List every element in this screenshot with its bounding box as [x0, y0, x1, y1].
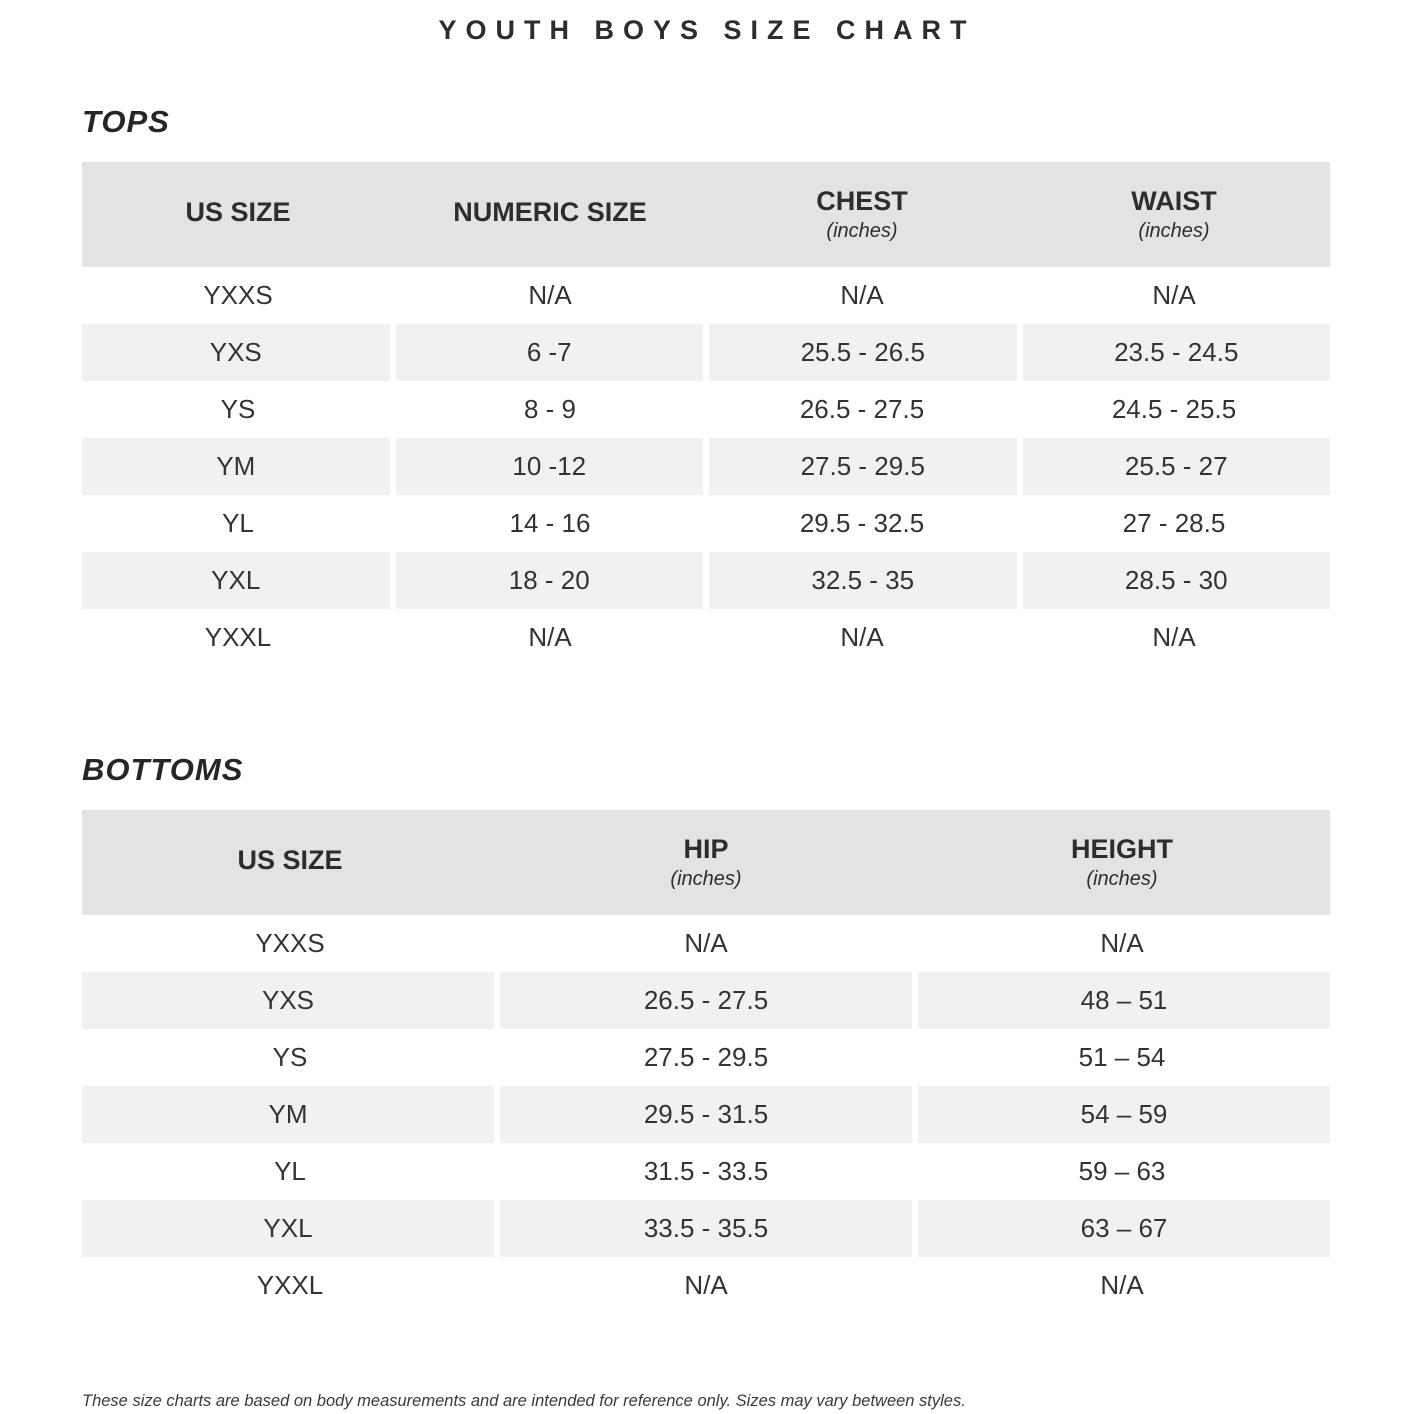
- chest-cell: N/A: [840, 622, 884, 652]
- header-label: HEIGHT: [1070, 834, 1173, 865]
- height-cell: 54 – 59: [912, 1086, 1330, 1143]
- us-size-cell: YL: [222, 508, 254, 538]
- us-size-cell: YXL: [82, 1200, 494, 1257]
- header-cell-height: [914, 810, 1330, 915]
- us-size-cell: YM: [82, 438, 390, 495]
- header-label: HIP: [683, 834, 729, 865]
- header-unit: (inches): [826, 219, 898, 242]
- us-size-cell: YXXL: [256, 1270, 324, 1300]
- bottoms-table-header: [82, 810, 1330, 915]
- us-size-cell: YS: [220, 394, 256, 424]
- chest-cell: N/A: [840, 280, 884, 310]
- header-unit: (inches): [670, 867, 742, 890]
- numeric-size-cell: 14 - 16: [509, 508, 591, 538]
- hip-cell: 26.5 - 27.5: [494, 972, 912, 1029]
- tops-table-header: [82, 162, 1330, 267]
- header-cell-waist: [1018, 162, 1330, 267]
- tops-table: [82, 162, 1330, 666]
- table-row-ym: [82, 438, 1330, 495]
- height-cell: N/A: [1100, 1270, 1144, 1300]
- height-cell: 63 – 67: [912, 1200, 1330, 1257]
- waist-cell: 25.5 - 27: [1017, 438, 1331, 495]
- numeric-size-cell: N/A: [528, 280, 572, 310]
- hip-cell: 29.5 - 31.5: [494, 1086, 912, 1143]
- header-cell-hip: [498, 810, 914, 915]
- hip-cell: 31.5 - 33.5: [643, 1156, 769, 1186]
- bottoms-section: [82, 752, 1330, 1314]
- us-size-cell: YM: [82, 1086, 494, 1143]
- bottoms-table: [82, 810, 1330, 1314]
- numeric-size-cell: 6 -7: [390, 324, 704, 381]
- chest-cell: 26.5 - 27.5: [799, 394, 925, 424]
- table-row-yxxl: [82, 1257, 1330, 1314]
- header-cell-us-size: [82, 810, 498, 915]
- chest-cell: 29.5 - 32.5: [799, 508, 925, 538]
- header-label: WAIST: [1131, 186, 1217, 217]
- chest-cell: 32.5 - 35: [703, 552, 1017, 609]
- table-row-yxxs: [82, 915, 1330, 972]
- chest-cell: 27.5 - 29.5: [703, 438, 1017, 495]
- table-row-yxxl: [82, 609, 1330, 666]
- us-size-cell: YXXS: [255, 928, 325, 958]
- table-row-ys: [82, 1029, 1330, 1086]
- waist-cell: N/A: [1152, 280, 1196, 310]
- table-row-ys: [82, 381, 1330, 438]
- numeric-size-cell: 8 - 9: [523, 394, 577, 424]
- height-cell: 59 – 63: [1078, 1156, 1166, 1186]
- waist-cell: 23.5 - 24.5: [1017, 324, 1331, 381]
- header-label: CHEST: [816, 186, 908, 217]
- header-cell-numeric-size: [394, 162, 706, 267]
- hip-cell: 27.5 - 29.5: [643, 1042, 769, 1072]
- header-label: US SIZE: [185, 197, 291, 228]
- chest-cell: 25.5 - 26.5: [703, 324, 1017, 381]
- height-cell: N/A: [1100, 928, 1144, 958]
- header-label: US SIZE: [237, 845, 343, 876]
- waist-cell: 27 - 28.5: [1122, 508, 1226, 538]
- hip-cell: 33.5 - 35.5: [494, 1200, 912, 1257]
- header-cell-chest: [706, 162, 1018, 267]
- hip-cell: N/A: [684, 1270, 728, 1300]
- table-row-yxs: [82, 324, 1330, 381]
- hip-cell: N/A: [684, 928, 728, 958]
- header-unit: (inches): [1086, 867, 1158, 890]
- table-row-ym: [82, 1086, 1330, 1143]
- table-row-yl: [82, 495, 1330, 552]
- us-size-cell: YXS: [82, 972, 494, 1029]
- tops-section: [82, 104, 1330, 666]
- table-row-yxs: [82, 972, 1330, 1029]
- footnote: These size charts are based on body measurements and are intended for reference only. Sizes may vary between styles.: [82, 1392, 966, 1410]
- waist-cell: N/A: [1152, 622, 1196, 652]
- us-size-cell: YS: [272, 1042, 308, 1072]
- waist-cell: 28.5 - 30: [1017, 552, 1331, 609]
- section-label-bottoms: BOTTOMS: [82, 752, 244, 787]
- numeric-size-cell: N/A: [528, 622, 572, 652]
- us-size-cell: YXS: [82, 324, 390, 381]
- us-size-cell: YXXS: [203, 280, 273, 310]
- us-size-cell: YXXL: [204, 622, 272, 652]
- waist-cell: 24.5 - 25.5: [1111, 394, 1237, 424]
- height-cell: 51 – 54: [1078, 1042, 1166, 1072]
- us-size-cell: YXL: [82, 552, 390, 609]
- section-label-tops: TOPS: [82, 104, 170, 139]
- table-row-yxl: [82, 552, 1330, 609]
- numeric-size-cell: 10 -12: [390, 438, 704, 495]
- table-row-yl: [82, 1143, 1330, 1200]
- table-row-yxl: [82, 1200, 1330, 1257]
- header-unit: (inches): [1138, 219, 1210, 242]
- table-row-yxxs: [82, 267, 1330, 324]
- us-size-cell: YL: [274, 1156, 306, 1186]
- numeric-size-cell: 18 - 20: [390, 552, 704, 609]
- page-title: YOUTH BOYS SIZE CHART: [438, 15, 976, 45]
- header-cell-us-size: [82, 162, 394, 267]
- height-cell: 48 – 51: [912, 972, 1330, 1029]
- header-label: NUMERIC SIZE: [453, 197, 647, 228]
